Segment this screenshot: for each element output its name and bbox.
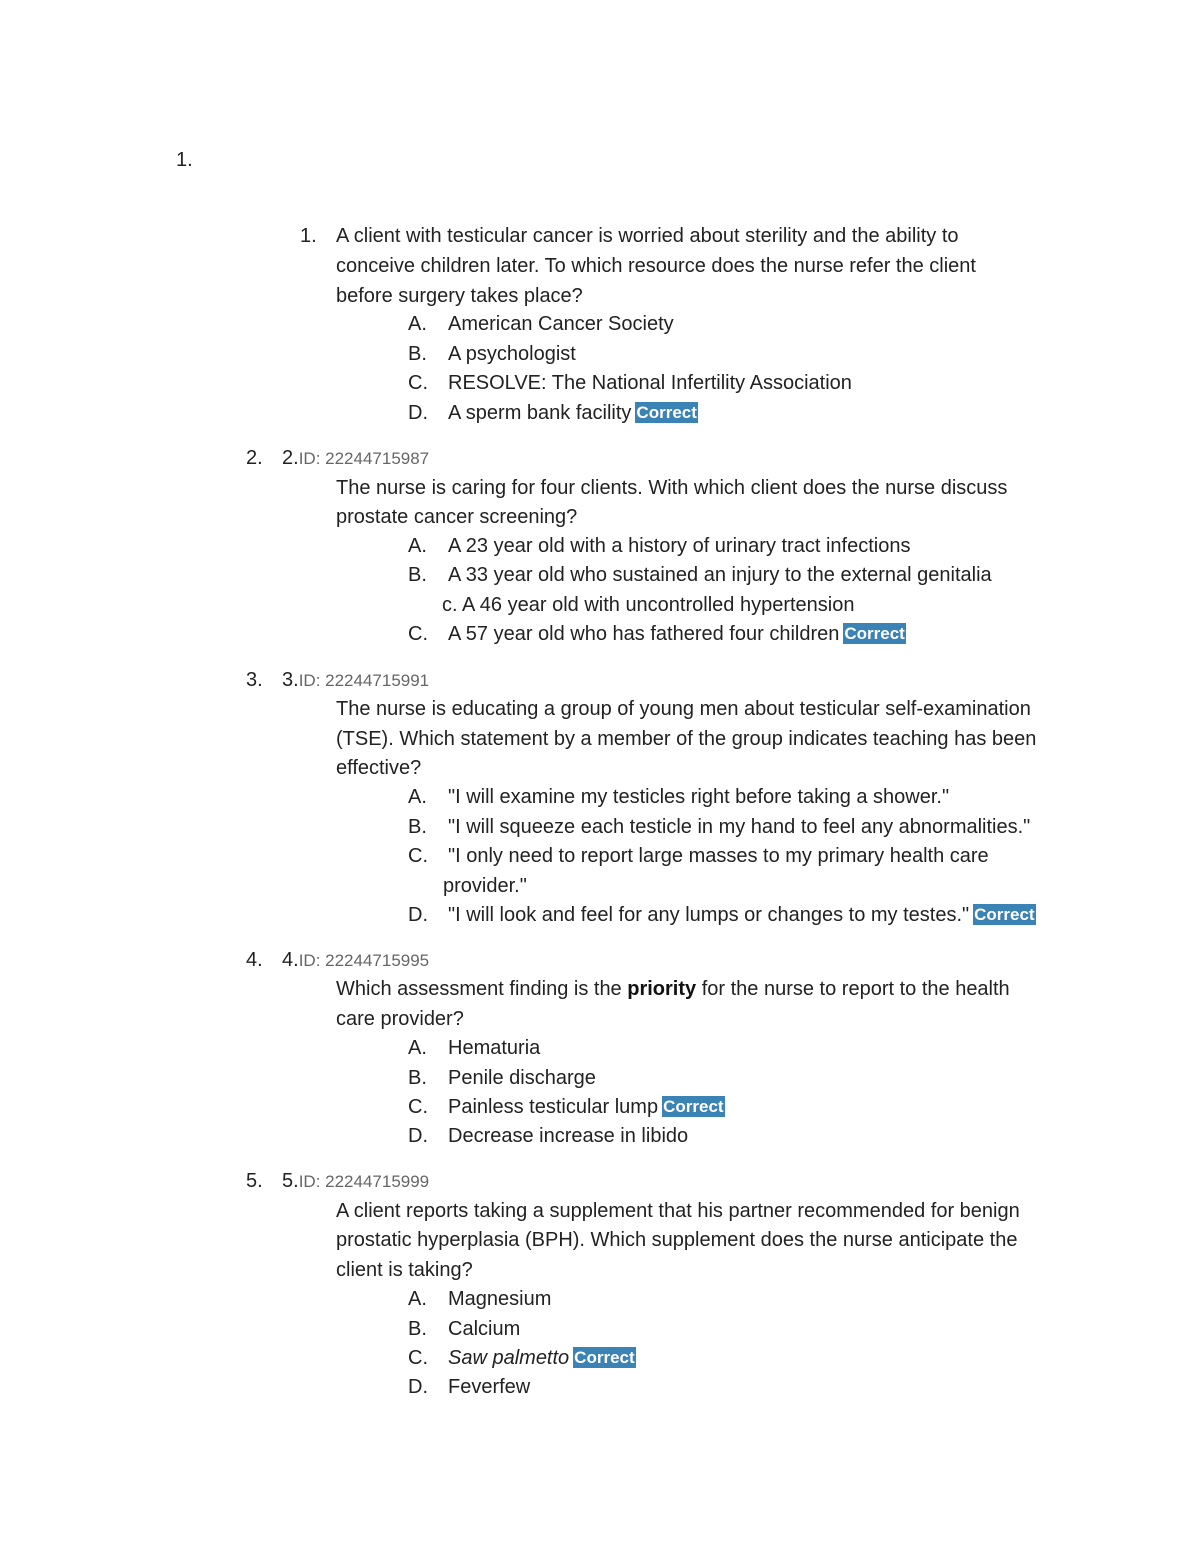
q4-number: 4. (246, 949, 263, 971)
q3-stem-line: effective? (336, 757, 422, 779)
q3-option-text: "I will examine my testicles right before taking a shower." (448, 786, 950, 808)
correct-badge: Correct (974, 905, 1035, 924)
correct-badge: Correct (574, 1348, 635, 1367)
q1-option-letter: A. (408, 313, 427, 335)
q4-option-text: Decrease increase in libido (448, 1125, 689, 1147)
q5-stem-line: prostatic hyperplasia (BPH). Which supplement does the nurse anticipate the (336, 1229, 1018, 1251)
q5-option-letter: A. (408, 1288, 427, 1310)
q5-option-text: Saw palmetto (448, 1347, 570, 1369)
q2-stem-line: prostate cancer screening? (336, 506, 578, 528)
q2-option-letter: B. (408, 564, 427, 586)
q1-option-text: A sperm bank facility (448, 402, 632, 424)
q5-option-text: Magnesium (448, 1288, 552, 1310)
q2-option-text: A 57 year old who has fathered four children (448, 623, 840, 645)
q1-number: 1. (300, 225, 317, 247)
q3-option-text: "I will look and feel for any lumps or changes to my testes." (448, 904, 970, 926)
q4-option-text: Penile discharge (448, 1067, 596, 1089)
correct-badge: Correct (636, 403, 697, 422)
q5-option-letter: C. (408, 1347, 428, 1369)
q4-option-text: Hematuria (448, 1037, 541, 1059)
q4-option-text: Painless testicular lump (448, 1096, 659, 1118)
q5-option-letter: D. (408, 1376, 428, 1398)
q3-option-letter: A. (408, 786, 427, 808)
q5-stem-line: client is taking? (336, 1259, 473, 1281)
q1-option-row (448, 401, 698, 425)
q2-option-row (448, 622, 906, 646)
q4-stem-part: for the nurse to report to the health (696, 978, 1010, 1000)
q3-option-text: "I only need to report large masses to my primary health care (448, 845, 989, 867)
q3-option-letter: C. (408, 845, 428, 867)
q4-option-letter: C. (408, 1096, 428, 1118)
q2-number: 2. (246, 447, 263, 469)
q2-id-row (282, 446, 429, 471)
q4-id-prefix: 4. (282, 949, 299, 971)
q1-option-letter: D. (408, 402, 428, 424)
q5-id-row (282, 1169, 429, 1194)
q3-stem-line: The nurse is educating a group of young men about testicular self-examination (336, 698, 1031, 720)
q2-option-letter: A. (408, 535, 427, 557)
q4-stem-part: Which assessment finding is the (336, 978, 628, 1000)
q3-option-letter: D. (408, 904, 428, 926)
q3-id-label: ID: 22244715991 (298, 671, 430, 690)
q1-stem-line: before surgery takes place? (336, 285, 583, 307)
q4-option-letter: A. (408, 1037, 427, 1059)
q3-option-text: provider." (443, 875, 527, 897)
q1-stem-line: A client with testicular cancer is worried about sterility and the ability to (336, 225, 959, 247)
q1-option-text: RESOLVE: The National Infertility Association (448, 372, 852, 394)
q2-option-text: A 33 year old who sustained an injury to the external genitalia (448, 564, 992, 586)
q4-stem-line (336, 977, 1010, 1001)
q5-option-letter: B. (408, 1318, 427, 1340)
q1-option-text: American Cancer Society (448, 313, 674, 335)
q4-stem-emphasis: priority (627, 978, 697, 1000)
q2-option-letter: C. (408, 623, 428, 645)
q2-option-text: c. A 46 year old with uncontrolled hypertension (442, 594, 855, 616)
q4-option-letter: B. (408, 1067, 427, 1089)
q2-stem-line: The nurse is caring for four clients. With which client does the nurse discuss (336, 477, 1008, 499)
q3-option-row (448, 903, 1036, 927)
q5-number: 5. (246, 1170, 263, 1192)
q3-stem-line: (TSE). Which statement by a member of the group indicates teaching has been (336, 728, 1037, 750)
q4-id-row (282, 948, 429, 973)
q5-id-prefix: 5. (282, 1170, 299, 1192)
q5-option-text: Feverfew (448, 1376, 531, 1398)
q2-id-label: ID: 22244715987 (298, 449, 430, 468)
q3-id-row (282, 668, 429, 693)
q3-option-letter: B. (408, 816, 427, 838)
q3-option-text: "I will squeeze each testicle in my hand to feel any abnormalities." (448, 816, 1031, 838)
q4-option-row (448, 1095, 725, 1119)
q5-option-row (448, 1346, 636, 1370)
q3-id-prefix: 3. (282, 669, 299, 691)
q1-stem-line: conceive children later. To which resource does the nurse refer the client (336, 255, 976, 277)
q2-option-text: A 23 year old with a history of urinary tract infections (448, 535, 911, 557)
q4-option-letter: D. (408, 1125, 428, 1147)
correct-badge: Correct (844, 624, 905, 643)
q3-number: 3. (246, 669, 263, 691)
top-list-number: 1. (176, 149, 193, 171)
correct-badge: Correct (663, 1097, 724, 1116)
q5-id-label: ID: 22244715999 (298, 1172, 430, 1191)
q1-option-letter: B. (408, 343, 427, 365)
q2-id-prefix: 2. (282, 447, 299, 469)
q5-stem-line: A client reports taking a supplement that his partner recommended for benign (336, 1200, 1020, 1222)
q1-option-text: A psychologist (448, 343, 576, 365)
q1-option-letter: C. (408, 372, 428, 394)
q4-id-label: ID: 22244715995 (298, 951, 430, 970)
q4-stem-line: care provider? (336, 1008, 464, 1030)
q5-option-text: Calcium (448, 1318, 521, 1340)
